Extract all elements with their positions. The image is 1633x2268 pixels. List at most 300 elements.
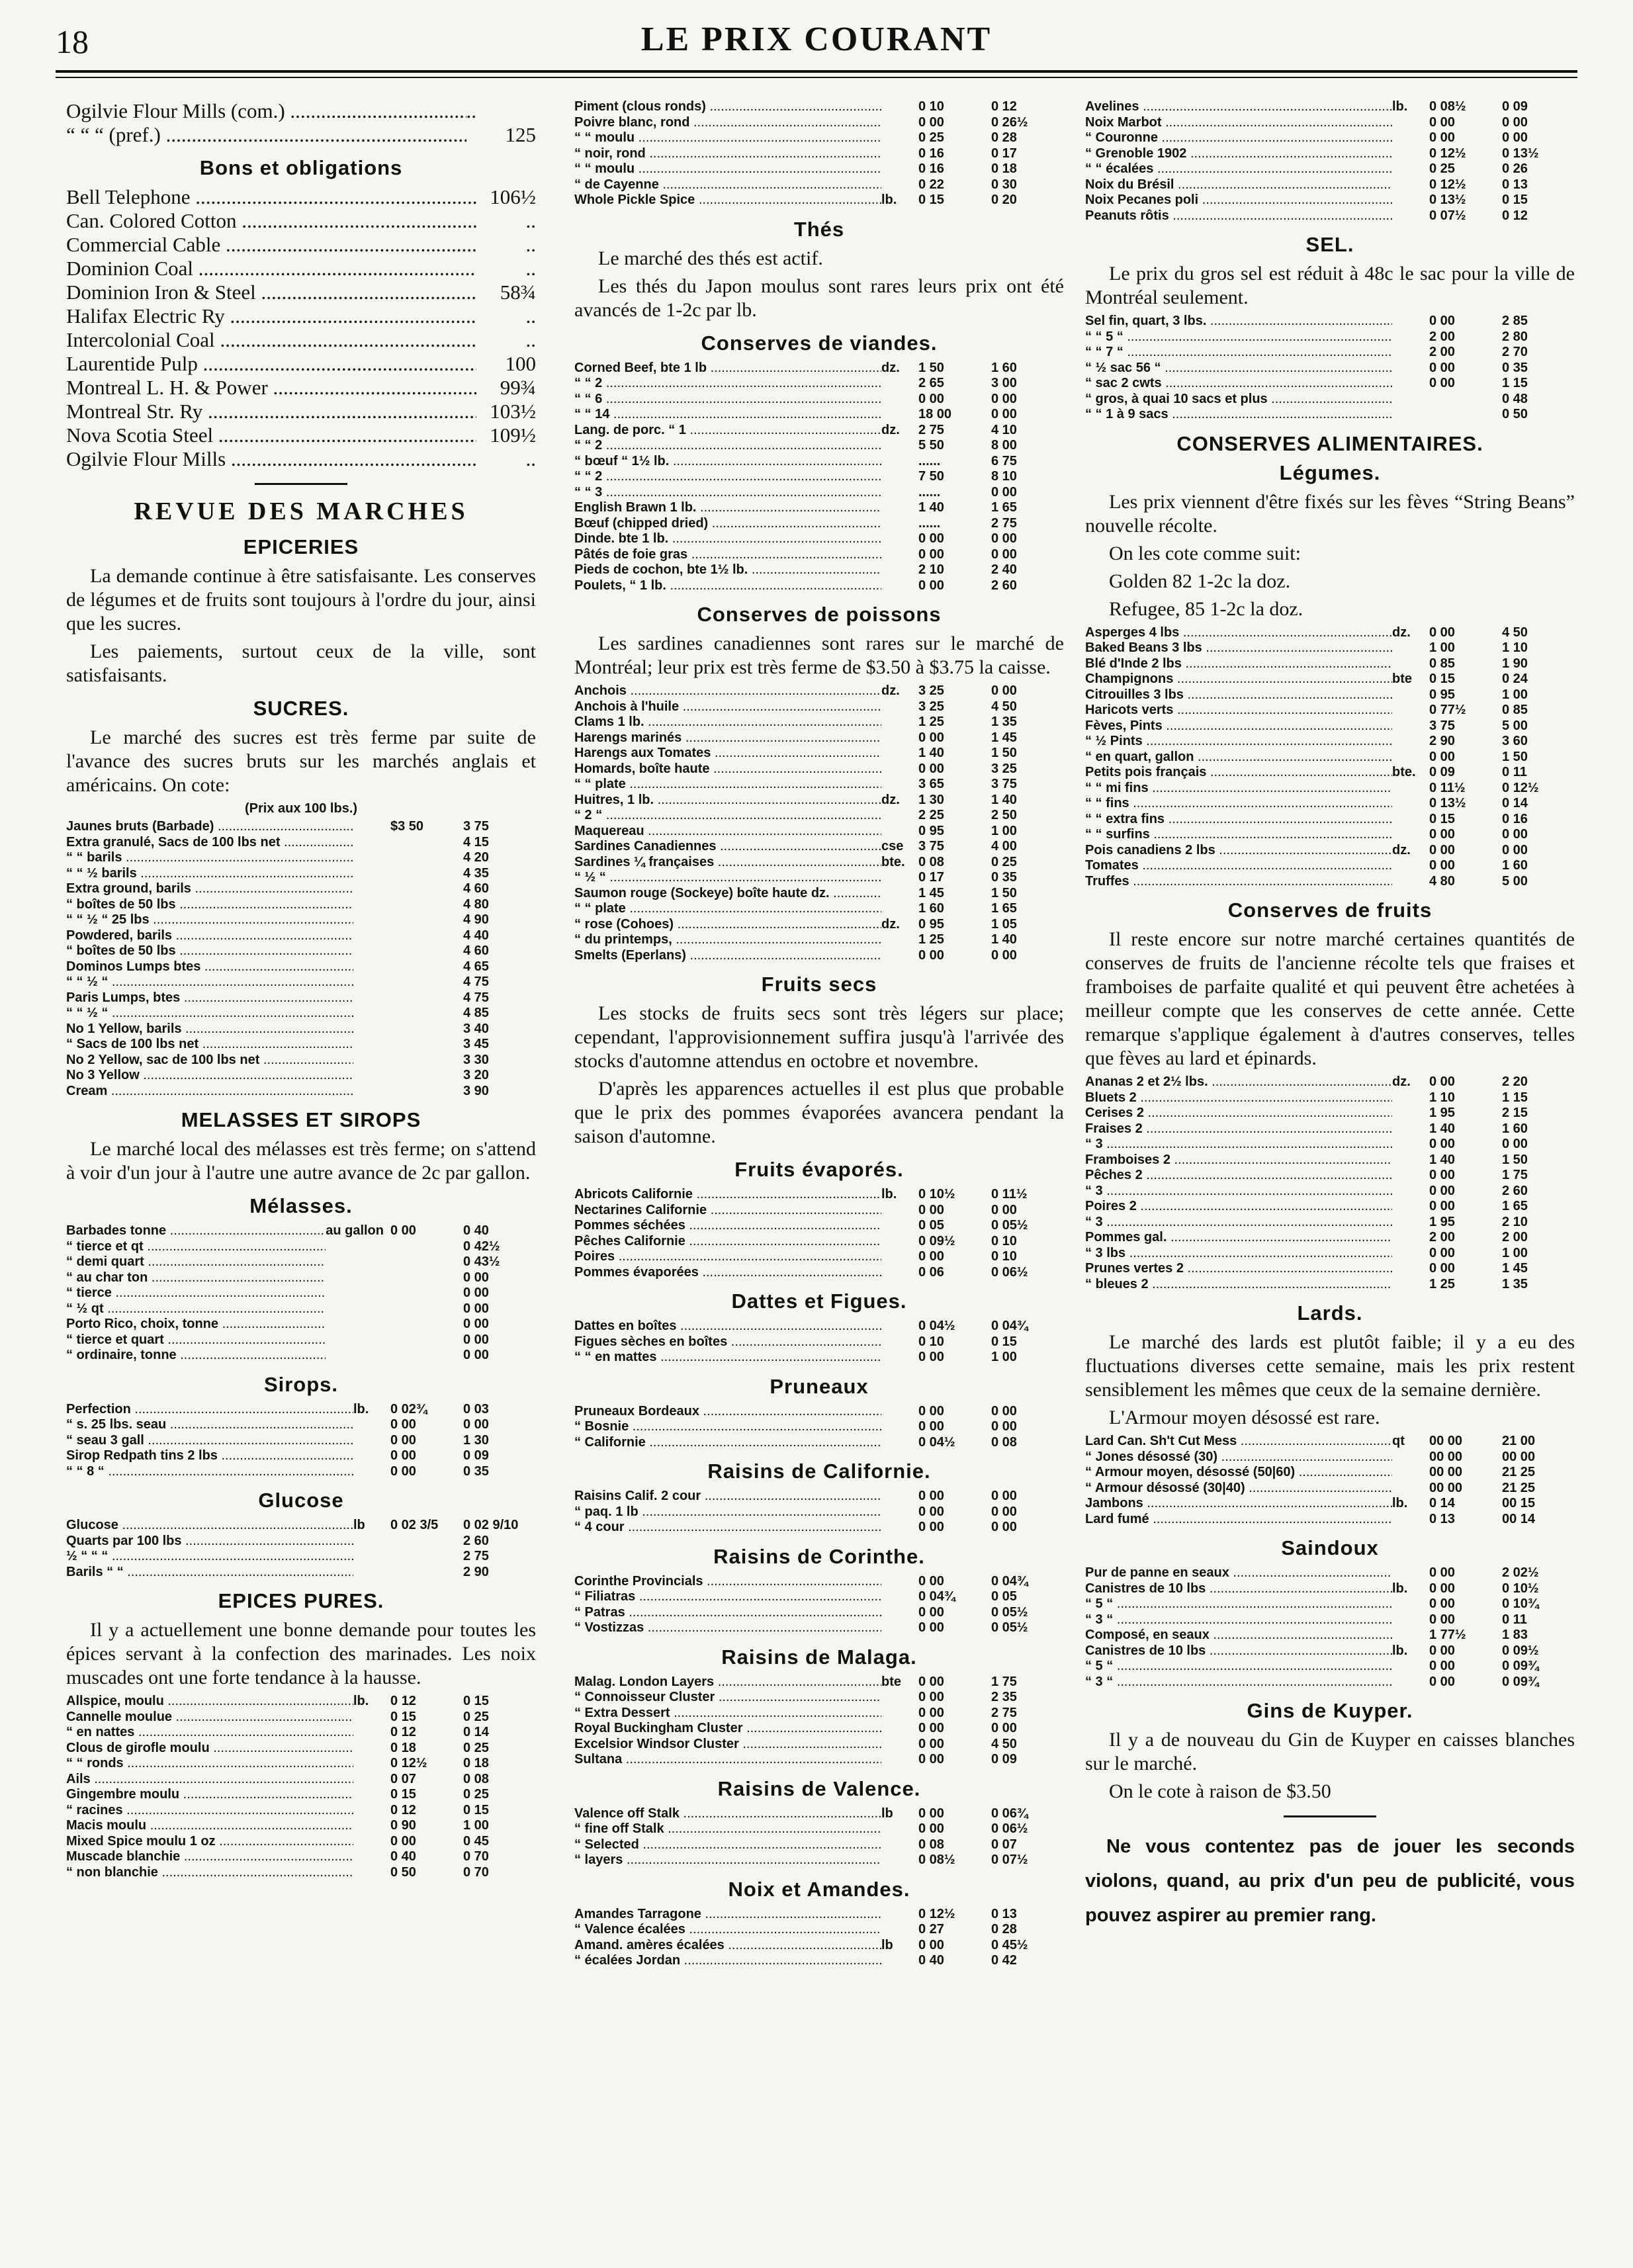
price-cell <box>881 578 912 594</box>
price-cell: 1 40 <box>918 500 944 515</box>
item-label: Cerises 2 ..... <box>1085 1106 1392 1121</box>
price-cell: 1 75 <box>1502 1168 1528 1182</box>
item-label: “ en nattes ..... <box>66 1725 353 1741</box>
table-row <box>1085 1581 1575 1597</box>
price-cell <box>1392 407 1423 423</box>
price-cell: 1 45 <box>918 885 944 900</box>
price-cell <box>353 1803 384 1819</box>
item-label: Powdered, barils ..... <box>66 928 353 944</box>
price-cell <box>881 1752 912 1768</box>
price-cell: lb. <box>881 1187 897 1201</box>
price-cell: 0 09 <box>991 1752 1017 1766</box>
item-label: “ “ 2 ..... <box>574 438 881 454</box>
price-cell: 0 00 <box>918 1489 944 1503</box>
table-row <box>1085 672 1575 687</box>
price-cell <box>384 1301 463 1317</box>
price-cell <box>881 1953 912 1969</box>
table-row <box>66 1549 536 1565</box>
item-label: Extra granulé, Sacs de 100 lbs net ..... <box>66 835 353 851</box>
table-row <box>574 1853 1064 1868</box>
table-row <box>1085 1153 1575 1168</box>
table-row <box>574 1690 1064 1706</box>
price-cell: .. <box>525 328 536 351</box>
price-cell <box>1392 1512 1423 1528</box>
price-cell <box>881 762 912 777</box>
item-label: “ “ 7 “ ..... <box>1085 345 1392 361</box>
item-label: “ “ plate ..... <box>574 901 881 917</box>
item-label: Citrouilles 3 lbs ..... <box>1085 687 1392 703</box>
table-row <box>66 819 536 835</box>
table-row <box>66 881 536 897</box>
price-cell: 0 11½ <box>1429 780 1466 795</box>
item-label: Cream ..... <box>66 1084 353 1100</box>
price-cell <box>353 1053 384 1069</box>
price-cell <box>1392 750 1423 765</box>
table-row <box>1085 781 1575 797</box>
price-cell: 125 <box>505 123 536 146</box>
price-table <box>574 1404 1064 1451</box>
item-label: “ de Cayenne ..... <box>574 177 881 193</box>
item-label: Pruneaux Bordeaux ..... <box>574 1404 881 1420</box>
item-label: “ s. 25 lbs. seau ..... <box>66 1417 353 1433</box>
price-cell <box>881 808 912 824</box>
section-title: Thés <box>793 217 845 241</box>
price-cell: 1 60 <box>1502 1121 1528 1136</box>
divider <box>255 483 347 485</box>
price-cell <box>353 1865 384 1881</box>
price-cell: 0 00 <box>1502 842 1528 857</box>
table-row <box>66 1741 536 1757</box>
price-cell: 2 20 <box>1502 1074 1528 1089</box>
price-cell: 1 00 <box>1502 687 1528 702</box>
price-table <box>574 683 1064 963</box>
price-cell <box>1392 874 1423 890</box>
price-cell: lb. <box>353 1401 369 1417</box>
item-label: “ “ ronds ..... <box>66 1756 353 1772</box>
price-cell <box>881 824 912 840</box>
price-cell: 0 12½ <box>1429 146 1466 161</box>
table-row <box>1085 208 1575 224</box>
table-row <box>1085 640 1575 656</box>
table-row <box>1085 1261 1575 1277</box>
table-row <box>574 1806 1064 1822</box>
price-cell: 0 00 <box>463 1348 489 1362</box>
price-cell: 0 16 <box>918 146 944 161</box>
paragraph: L'Armour moyen désossé est rare. <box>1109 1407 1380 1428</box>
table-row <box>66 209 536 233</box>
price-cell <box>384 1348 463 1364</box>
price-cell: 0 24 <box>1502 672 1528 686</box>
section-title: Conserves de poissons <box>697 603 942 626</box>
price-cell <box>881 1589 912 1605</box>
item-label: “ “ “ (pref.) ..... <box>66 123 466 147</box>
price-cell: 0 00 <box>1429 1565 1455 1580</box>
price-cell: 0 50 <box>390 1864 416 1880</box>
section-title: Légumes. <box>1279 460 1381 484</box>
price-cell: 3 40 <box>463 1021 489 1036</box>
item-label: “ Vostizzas ..... <box>574 1620 881 1636</box>
price-cell <box>353 990 384 1006</box>
price-cell: 0 18 <box>463 1756 489 1770</box>
price-cell <box>326 1301 384 1317</box>
table-row <box>574 547 1064 563</box>
table-row <box>574 161 1064 177</box>
section-title: EPICES PURES. <box>218 1589 384 1612</box>
price-cell: 109½ <box>490 423 536 447</box>
price-cell <box>384 866 463 882</box>
item-label: “ Connoisseur Cluster ..... <box>574 1690 881 1706</box>
item-label: “ Bosnie ..... <box>574 1419 881 1435</box>
item-label: “ boîtes de 50 lbs ..... <box>66 897 353 913</box>
price-cell <box>881 1334 912 1350</box>
price-cell: dz. <box>1392 842 1411 857</box>
item-label: Paris Lumps, btes ..... <box>66 990 353 1006</box>
paragraph: D'après les apparences actuelles il est plus que probable que le prix des pommes évaporées avancera pendant la saison d'automne. <box>574 1078 1064 1147</box>
price-cell: 0 35 <box>991 870 1017 885</box>
table-row <box>574 500 1064 516</box>
item-label: Jambons ..... <box>1085 1496 1392 1512</box>
section-title: Fruits secs <box>761 973 877 996</box>
item-label: Glucose ..... <box>66 1518 353 1534</box>
price-cell: 0 00 <box>918 1752 944 1766</box>
section-title: Noix et Amandes. <box>728 1877 910 1901</box>
price-cell <box>476 99 536 123</box>
section-title: Saindoux <box>1281 1536 1379 1559</box>
item-label: “ Couronne ..... <box>1085 130 1392 146</box>
item-label: Corinthe Provincials ..... <box>574 1574 881 1590</box>
item-label: “ “ ½ “ ..... <box>66 1006 353 1022</box>
price-cell: 0 13½ <box>1429 193 1466 207</box>
price-cell <box>384 835 463 851</box>
table-row <box>574 932 1064 948</box>
price-cell: 0 12½ <box>918 1906 955 1921</box>
table-row <box>574 1953 1064 1969</box>
price-cell <box>384 975 463 990</box>
price-cell: 0 90 <box>390 1818 416 1833</box>
price-cell <box>384 1286 463 1301</box>
price-cell <box>1392 719 1423 734</box>
price-cell: 0 25 <box>991 854 1017 869</box>
price-cell: 2 25 <box>918 808 944 822</box>
price-cell: 0 11 <box>1502 1612 1527 1627</box>
price-cell <box>326 1317 384 1332</box>
price-cell: 0 26½ <box>991 114 1028 130</box>
price-cell: 3 75 <box>991 777 1017 791</box>
item-label: Montreal Str. Ry ..... <box>66 400 476 423</box>
item-label: Pommes évaporées ..... <box>574 1265 881 1281</box>
price-cell: 0 09½ <box>918 1233 955 1248</box>
table-row <box>574 1505 1064 1520</box>
price-cell: 2 75 <box>918 422 944 437</box>
price-cell <box>1392 812 1423 828</box>
table-row <box>574 1203 1064 1219</box>
item-label: Fèves, Pints ..... <box>1085 719 1392 734</box>
table-row <box>66 943 536 959</box>
item-label: “ “ 2 ..... <box>574 376 881 392</box>
price-cell: 2 10 <box>1502 1214 1528 1229</box>
price-cell: 0 00 <box>918 1690 944 1704</box>
price-cell: 00 00 <box>1502 1449 1536 1464</box>
price-cell: 0 00 <box>1429 114 1455 130</box>
price-table <box>574 1675 1064 1768</box>
price-cell: 0 05½ <box>991 1218 1028 1233</box>
table-row <box>1085 1215 1575 1231</box>
item-label: Saumon rouge (Sockeye) boîte haute dz. ..... <box>574 886 881 902</box>
price-cell <box>1392 796 1423 812</box>
table-row <box>66 99 536 123</box>
paragraph: Le marché local des mélasses est très ferme; on s'attend à voir d'un jour à l'autre une autre avance de 2c par gallon. <box>66 1138 536 1184</box>
price-cell <box>384 1037 463 1053</box>
price-cell: 0 18 <box>390 1740 416 1755</box>
item-label: Piment (clous ronds) ..... <box>574 99 881 115</box>
item-label: Barils “ “ ..... <box>66 1565 353 1581</box>
table-row <box>66 866 536 882</box>
table-row <box>66 376 536 400</box>
price-cell: 0 00 <box>1429 1643 1455 1658</box>
price-cell: 1 60 <box>991 360 1017 375</box>
table-row <box>66 1254 536 1270</box>
item-label: “ Sacs de 100 lbs net ..... <box>66 1037 353 1053</box>
table-row <box>574 1620 1064 1636</box>
price-cell: 0 40 <box>390 1849 416 1864</box>
price-cell: lb. <box>353 1694 369 1708</box>
table-row <box>574 516 1064 532</box>
price-cell: 2 35 <box>991 1690 1017 1704</box>
item-label: “ boîtes de 50 lbs ..... <box>66 943 353 959</box>
price-cell: 0 00 <box>1429 1261 1455 1276</box>
price-cell: 0 00 <box>918 531 944 546</box>
item-label: Pêches Californie ..... <box>574 1234 881 1250</box>
table-row <box>1085 361 1575 376</box>
price-cell: lb. <box>1392 1643 1408 1658</box>
table-row <box>574 193 1064 208</box>
price-cell: 0 00 <box>918 1573 944 1589</box>
price-cell: 0 12½ <box>1429 177 1466 192</box>
price-cell <box>1392 1465 1423 1481</box>
price-cell <box>881 438 912 454</box>
column-3 <box>1085 99 1575 1937</box>
item-label: “ ½ qt ..... <box>66 1301 326 1317</box>
section-title: Glucose <box>258 1489 344 1512</box>
price-cell: 0 00 <box>1429 314 1455 328</box>
price-cell <box>1423 392 1502 408</box>
table-row <box>66 257 536 281</box>
price-cell: .. <box>525 233 536 256</box>
price-cell: 0 00 <box>918 730 944 745</box>
price-cell: 2 80 <box>1502 329 1528 344</box>
bonds-table <box>66 185 536 471</box>
price-cell: 0 40 <box>918 1953 944 1968</box>
price-cell: 1 05 <box>991 916 1017 932</box>
price-cell: 0 00 <box>991 1520 1017 1534</box>
price-cell: 0 08½ <box>1429 99 1466 114</box>
price-cell: dz. <box>881 683 900 698</box>
price-cell <box>384 881 463 897</box>
price-cell <box>384 928 463 944</box>
price-cell: 7 50 <box>918 469 944 484</box>
price-cell <box>353 1037 384 1053</box>
table-row <box>1085 812 1575 828</box>
table-row <box>1085 1090 1575 1106</box>
price-cell: 0 00 <box>918 1202 944 1217</box>
item-label: Poires 2 ..... <box>1085 1199 1392 1215</box>
price-cell: lb. <box>881 193 897 207</box>
item-label: Perfection ..... <box>66 1402 353 1418</box>
price-table <box>1085 314 1575 423</box>
table-row <box>66 1068 536 1084</box>
item-label: Figues sèches en boîtes ..... <box>574 1334 881 1350</box>
price-cell <box>1392 858 1423 874</box>
price-cell: lb <box>353 1518 365 1532</box>
price-cell: 0 00 <box>1429 1245 1455 1260</box>
table-row <box>574 407 1064 423</box>
table-row <box>574 115 1064 131</box>
paragraph: Golden 82 1-2c la doz. <box>1109 570 1291 592</box>
price-cell: 0 15 <box>1502 193 1528 207</box>
item-label: “ Californie ..... <box>574 1435 881 1451</box>
price-cell: 0 00 <box>991 1202 1017 1217</box>
price-cell: 0 25 <box>463 1709 489 1724</box>
price-cell: 1 40 <box>991 792 1017 807</box>
price-cell: 4 75 <box>463 975 489 989</box>
item-label: Fraises 2 ..... <box>1085 1121 1392 1137</box>
price-cell: 0 00 <box>1429 1581 1455 1596</box>
table-row <box>574 177 1064 193</box>
price-cell <box>326 1239 384 1255</box>
item-label: “ Valence écalées ..... <box>574 1922 881 1938</box>
price-cell: 1 35 <box>991 715 1017 729</box>
paragraph: Le marché des thés est actif. <box>598 247 823 269</box>
price-cell: 1 95 <box>1429 1106 1455 1120</box>
price-cell: 0 17 <box>991 146 1017 161</box>
item-label: “ tierce et quart ..... <box>66 1332 326 1348</box>
price-cell: 0 00 <box>1502 1137 1528 1151</box>
price-cell <box>881 1605 912 1621</box>
price-cell: 0 22 <box>918 177 944 192</box>
item-label: “ 4 cour ..... <box>574 1520 881 1536</box>
price-cell <box>881 485 912 501</box>
price-cell: 0 00 <box>918 1736 944 1751</box>
price-cell <box>881 777 912 793</box>
price-cell: 3 25 <box>918 699 944 714</box>
table-row <box>1085 1565 1575 1581</box>
table-row <box>1085 1121 1575 1137</box>
table-row <box>66 959 536 975</box>
item-label: Dominos Lumps btes ..... <box>66 959 353 975</box>
price-cell: 1 50 <box>991 885 1017 900</box>
price-cell: 1 40 <box>991 932 1017 947</box>
price-cell: bte <box>881 1674 901 1689</box>
price-cell: 3 20 <box>463 1068 489 1082</box>
header-rule <box>56 70 1577 73</box>
item-label: “ ordinaire, tonne ..... <box>66 1348 326 1364</box>
item-label: ½ “ “ “ ..... <box>66 1549 353 1565</box>
price-cell: 4 90 <box>463 912 489 927</box>
section-title: EPICERIES <box>243 535 359 558</box>
price-cell: 0 15 <box>390 1709 416 1724</box>
price-cell: 0 00 <box>390 1463 416 1479</box>
price-cell <box>881 1821 912 1837</box>
price-cell: 0 35 <box>463 1463 489 1479</box>
table-row <box>574 746 1064 762</box>
table-row <box>574 454 1064 470</box>
price-cell: 0 04½ <box>918 1434 955 1450</box>
price-cell: 0 14 <box>1502 796 1528 810</box>
price-cell: 5 00 <box>1502 718 1528 733</box>
item-label: “ bleues 2 ..... <box>1085 1277 1392 1293</box>
price-cell: 0 14 <box>463 1725 489 1739</box>
price-cell <box>353 1710 384 1725</box>
price-cell: 0 95 <box>1429 687 1455 702</box>
section-title: MELASSES ET SIROPS <box>181 1108 421 1131</box>
price-cell: 0 00 <box>918 546 944 562</box>
table-row <box>1085 1465 1575 1481</box>
item-label: Corned Beef, bte 1 lb ..... <box>574 361 881 376</box>
item-label: Huitres, 1 lb. ..... <box>574 793 881 808</box>
price-cell <box>1392 345 1423 361</box>
section-title: SUCRES. <box>253 697 349 720</box>
price-cell <box>881 1721 912 1737</box>
item-label: Framboises 2 ..... <box>1085 1153 1392 1168</box>
table-row <box>1085 656 1575 672</box>
price-cell: 99¾ <box>500 376 536 399</box>
table-row <box>66 400 536 423</box>
item-label: Ananas 2 et 2½ lbs. ..... <box>1085 1074 1392 1090</box>
price-cell <box>1392 1261 1423 1277</box>
table-row <box>574 1249 1064 1265</box>
table-row <box>574 562 1064 578</box>
table-row <box>574 886 1064 902</box>
item-label: Lang. de porc. “ 1 ..... <box>574 423 881 439</box>
price-cell <box>353 1834 384 1850</box>
item-label: Homards, boîte haute ..... <box>574 762 881 777</box>
section-title: SEL. <box>1305 233 1354 256</box>
item-label: “ “ plate ..... <box>574 777 881 793</box>
price-cell <box>881 1520 912 1536</box>
price-cell <box>353 943 384 959</box>
item-label: Lard Can. Sh't Cut Mess ..... <box>1085 1434 1392 1450</box>
price-cell: 2 10 <box>918 562 944 577</box>
price-cell <box>1392 656 1423 672</box>
item-label: Montreal L. H. & Power ..... <box>66 376 476 400</box>
price-cell <box>881 1404 912 1420</box>
price-cell: 0 14 <box>1429 1496 1455 1510</box>
price-cell: ...... <box>918 484 941 500</box>
price-cell: bte. <box>1392 765 1416 779</box>
table-row <box>1085 1481 1575 1497</box>
item-label: “ Grenoble 1902 ..... <box>1085 146 1392 162</box>
item-label: Pois canadiens 2 lbs ..... <box>1085 843 1392 859</box>
price-cell: lb. <box>1392 99 1408 114</box>
table-row <box>66 1865 536 1881</box>
item-label: “ 5 “ ..... <box>1085 1596 1392 1612</box>
price-cell: 0 00 <box>1429 1074 1455 1089</box>
price-cell: 4 50 <box>991 699 1017 714</box>
price-cell: 0 00 <box>1429 1168 1455 1182</box>
item-label: Lard fumé ..... <box>1085 1512 1392 1528</box>
price-cell: 0 16 <box>918 161 944 176</box>
price-cell <box>1392 1628 1423 1643</box>
price-cell: 0 00 <box>390 1448 416 1463</box>
price-cell <box>353 912 384 928</box>
section-title: Pruneaux <box>770 1374 869 1398</box>
item-label: Ogilvie Flour Mills (com.) ..... <box>66 99 466 123</box>
table-row <box>66 975 536 990</box>
item-label: “ 3 “ ..... <box>1085 1675 1392 1690</box>
price-cell <box>326 1270 384 1286</box>
price-cell: 1 95 <box>1429 1214 1455 1229</box>
table-row <box>66 1417 536 1433</box>
